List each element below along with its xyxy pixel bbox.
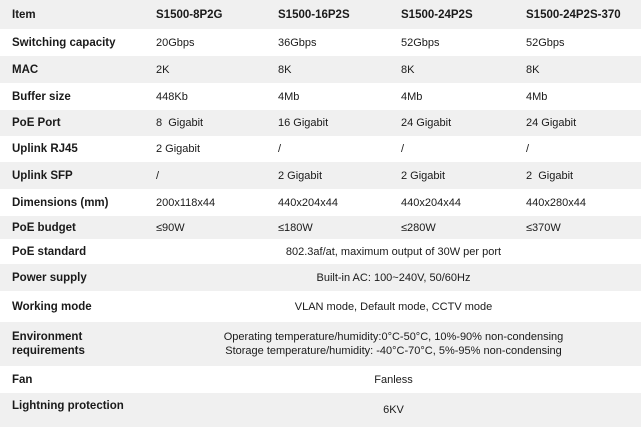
table-cell: 448Kb xyxy=(156,90,188,103)
header-model: S1500-24P2S xyxy=(401,8,473,21)
table-cell: 52Gbps xyxy=(526,36,565,49)
table-row xyxy=(0,264,641,291)
table-row xyxy=(0,136,641,162)
merged-cell: 6KV xyxy=(383,404,404,416)
table-cell: 2 Gigabit xyxy=(156,143,201,155)
table-cell: 16 Gigabit xyxy=(278,117,329,129)
row-label xyxy=(0,322,146,366)
table-cell: 8 Gigabit xyxy=(156,117,204,129)
env-operating: Operating temperature/humidity:0°C-50°C, 10%-90% non-condensing xyxy=(223,331,564,343)
row-label: Power supply xyxy=(12,271,87,284)
header-model: S1500-24P2S-370 xyxy=(526,8,621,21)
table-header-row xyxy=(0,0,641,29)
table-cell: ≤180W xyxy=(278,221,313,234)
table-row xyxy=(0,29,641,56)
table-cell: 4Mb xyxy=(278,90,300,103)
row-label: PoE standard xyxy=(12,245,87,258)
row-label: Dimensions (mm) xyxy=(12,196,109,209)
table-cell: 24 Gigabit xyxy=(526,117,577,129)
table-cell: ≤90W xyxy=(156,221,185,234)
table-row xyxy=(0,162,641,189)
table-row xyxy=(0,110,641,136)
table-cell: 8K xyxy=(401,63,415,76)
table-cell: / xyxy=(526,143,530,155)
merged-cell: 802.3af/at, maximum output of 30W per port xyxy=(285,245,502,258)
table-cell: 24 Gigabit xyxy=(401,117,452,129)
merged-cell: VLAN mode, Default mode, CCTV mode xyxy=(294,300,493,313)
table-row xyxy=(0,189,641,216)
merged-cell: Fanless xyxy=(374,373,413,386)
table-cell: 52Gbps xyxy=(401,36,440,49)
header-item: Item xyxy=(12,8,36,21)
table-cell: 2K xyxy=(156,63,170,76)
merged-cell: Built-in AC: 100~240V, 50/60Hz xyxy=(316,271,471,284)
env-label-line: Environment xyxy=(12,331,83,343)
table-row xyxy=(0,366,641,393)
env-storage: Storage temperature/humidity: -40°C-70°C, 5%-95% non-condensing xyxy=(225,345,562,357)
table-cell: 8K xyxy=(526,63,540,76)
table-row xyxy=(0,56,641,83)
merged-cell xyxy=(146,322,641,366)
table-row xyxy=(0,393,641,427)
table-cell: 440x280x44 xyxy=(526,196,586,209)
row-label: Uplink SFP xyxy=(12,169,73,182)
row-label: Working mode xyxy=(12,300,92,313)
table-cell: 440x204x44 xyxy=(401,196,461,209)
row-label: Buffer size xyxy=(12,90,71,103)
table-row xyxy=(0,239,641,264)
row-label: PoE Port xyxy=(12,117,61,129)
row-label: Switching capacity xyxy=(12,36,116,49)
table-cell: 4Mb xyxy=(401,90,423,103)
table-cell: / xyxy=(401,143,405,155)
table-cell: / xyxy=(156,169,160,182)
table-row xyxy=(0,291,641,322)
row-label: MAC xyxy=(12,63,39,76)
env-label-line: requirements xyxy=(12,345,85,357)
table-cell: ≤280W xyxy=(401,221,436,234)
row-label: PoE budget xyxy=(12,221,76,234)
table-cell: 20Gbps xyxy=(156,36,195,49)
row-label: Lightning protection xyxy=(12,400,124,412)
table-cell: 36Gbps xyxy=(278,36,317,49)
row-label: Fan xyxy=(12,373,33,386)
table-cell: 4Mb xyxy=(526,90,548,103)
row-label: Uplink RJ45 xyxy=(12,143,78,155)
table-cell: 200x118x44 xyxy=(156,196,216,209)
table-cell: 440x204x44 xyxy=(278,196,338,209)
table-cell: 2 Gigabit xyxy=(401,169,446,182)
table-cell: ≤370W xyxy=(526,221,561,234)
table-cell: 2 Gigabit xyxy=(278,169,323,182)
table-row xyxy=(0,216,641,239)
table-cell: 8K xyxy=(278,63,292,76)
table-cell: / xyxy=(278,143,282,155)
table-row xyxy=(0,322,641,366)
header-model: S1500-8P2G xyxy=(156,8,223,21)
table-row xyxy=(0,83,641,110)
header-model: S1500-16P2S xyxy=(278,8,350,21)
table-cell: 2 Gigabit xyxy=(526,169,574,182)
